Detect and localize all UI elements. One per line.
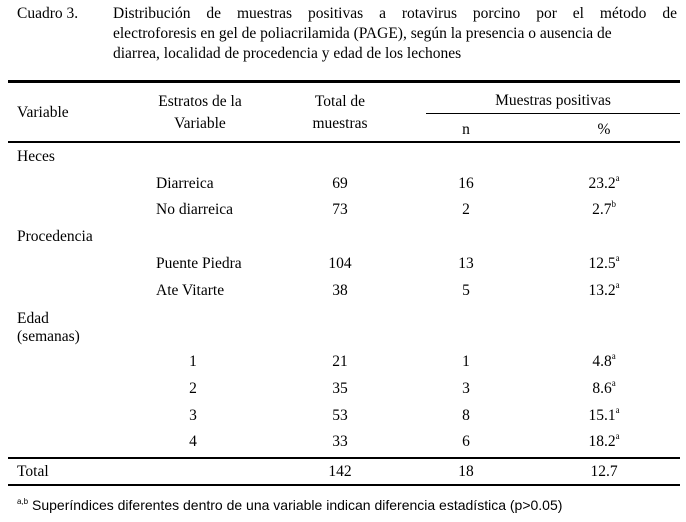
caption-word: muestras: [236, 5, 293, 22]
table-bottom-rule: [8, 484, 680, 486]
significance-superscript: a: [615, 405, 620, 415]
row-total: 33: [332, 433, 348, 450]
group-edad: Edad: [17, 310, 49, 327]
row-n: 3: [462, 380, 470, 397]
footnote-superscript: a,b: [17, 497, 29, 506]
row-estrato: 4: [189, 433, 197, 450]
row-total: 104: [328, 255, 352, 272]
row-n: 16: [458, 175, 474, 192]
caption-word: rotavirus: [401, 5, 457, 22]
significance-superscript: a: [615, 280, 620, 290]
significance-superscript: a: [615, 431, 620, 441]
caption-word: de: [662, 5, 677, 22]
percent-value: 4.8: [592, 353, 612, 370]
total-n: 18: [458, 463, 474, 480]
footnote-text: Superíndices diferentes dentro de una variable indican diferencia estadística (p>0.05): [32, 497, 563, 513]
row-percent: [564, 379, 644, 399]
row-estrato: No diarreica: [156, 201, 234, 218]
row-percent: [564, 174, 644, 194]
caption-line-3: diarrea, localidad de procedencia y edad de los lechones: [113, 45, 462, 62]
percent-value: 8.6: [592, 380, 612, 397]
caption-word: positivas: [308, 5, 364, 22]
caption-word: porcino: [472, 5, 521, 22]
group-procedencia: Procedencia: [17, 228, 93, 245]
header-bottom-rule: [8, 141, 680, 143]
row-percent: [564, 200, 644, 220]
header-percent: %: [597, 121, 611, 138]
caption-word: a: [379, 5, 386, 22]
header-estratos-line2: Variable: [174, 115, 226, 132]
header-n: n: [462, 121, 470, 138]
row-total: 38: [332, 282, 348, 299]
row-total: 53: [332, 407, 348, 424]
significance-superscript: a: [611, 351, 616, 361]
percent-value: 15.1: [588, 407, 616, 424]
total-muestras: 142: [328, 463, 352, 480]
group-edad-unit: (semanas): [17, 328, 80, 345]
row-estrato: 3: [189, 407, 197, 424]
caption-word: de: [206, 5, 222, 22]
row-estrato: 1: [189, 353, 197, 370]
caption-word: Distribución: [113, 5, 191, 22]
percent-value: 23.2: [588, 175, 616, 192]
row-percent: [564, 254, 644, 274]
header-total-line1: Total de: [314, 93, 366, 110]
caption-line-2: electroforesis en gel de poliacrilamida (PAGE), según la presencia o ausencia de: [113, 25, 612, 42]
percent-value: 18.2: [588, 433, 616, 450]
total-top-rule: [8, 457, 680, 459]
caption-word: por: [536, 5, 557, 22]
row-n: 1: [462, 353, 470, 370]
row-n: 13: [458, 255, 474, 272]
row-estrato: 2: [189, 380, 197, 397]
table-caption: [17, 4, 677, 64]
caption-word: método: [599, 5, 647, 22]
row-total: 35: [332, 380, 348, 397]
significance-superscript: a: [615, 173, 620, 183]
percent-value: 2.7: [592, 201, 612, 218]
row-total: 21: [332, 353, 348, 370]
row-n: 8: [462, 407, 470, 424]
table-top-rule: [8, 80, 680, 83]
total-percent: 12.7: [590, 463, 618, 480]
row-percent: [564, 352, 644, 372]
row-total: 69: [332, 175, 348, 192]
significance-superscript: a: [615, 253, 620, 263]
row-percent: [564, 281, 644, 301]
row-n: 6: [462, 433, 470, 450]
caption-word: el: [572, 5, 584, 22]
row-n: 5: [462, 282, 470, 299]
row-estrato: Diarreica: [156, 175, 214, 192]
table-footnote: [17, 496, 562, 514]
total-label: Total: [17, 463, 49, 480]
significance-superscript: a: [611, 378, 616, 388]
row-n: 2: [462, 201, 470, 218]
header-muestras-positivas: Muestras positivas: [495, 92, 611, 109]
percent-value: 12.5: [588, 255, 616, 272]
caption-line-1: [113, 4, 677, 24]
row-estrato: Puente Piedra: [156, 255, 242, 272]
row-percent: [564, 432, 644, 452]
group-heces: Heces: [17, 148, 55, 165]
header-estratos-line1: Estratos de la: [158, 93, 242, 110]
row-total: 73: [332, 201, 348, 218]
positivas-subheader-rule: [426, 113, 680, 114]
caption-label: Cuadro 3.: [17, 5, 79, 22]
row-estrato: Ate Vitarte: [156, 282, 225, 299]
significance-superscript: b: [611, 199, 616, 209]
row-percent: [564, 406, 644, 426]
header-total-line2: muestras: [312, 115, 368, 132]
header-variable: Variable: [17, 104, 69, 121]
percent-value: 13.2: [588, 282, 616, 299]
